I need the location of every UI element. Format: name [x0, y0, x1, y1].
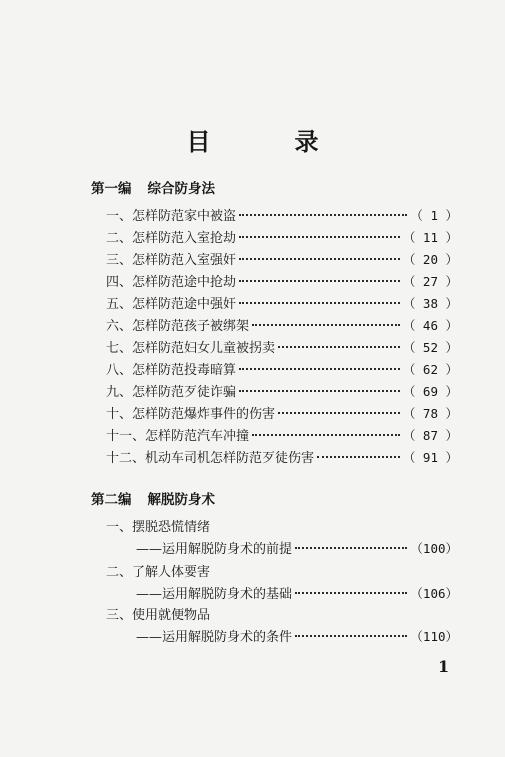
entry-page: （106） [410, 586, 458, 601]
toc-entry [106, 425, 458, 443]
leader-dots [278, 346, 400, 348]
leader-dots [239, 390, 400, 392]
leader-dots [295, 635, 407, 637]
entry-page: （ 69 ） [402, 384, 458, 399]
toc-entry [106, 381, 458, 399]
toc-entry [106, 271, 458, 289]
toc-entry [106, 337, 458, 355]
entry-page: （ 78 ） [402, 406, 458, 421]
page-number: 1 [438, 657, 450, 676]
toc-entry [106, 315, 458, 333]
leader-dots [252, 324, 400, 326]
entry-page: （ 38 ） [402, 296, 458, 311]
section-heading: 三、使用就便物品 [106, 608, 211, 623]
part2-heading [91, 488, 215, 508]
entry-title: 十、怎样防范爆炸事件的伤害 [106, 407, 276, 422]
page-title: 目 录 [186, 127, 349, 156]
part1-label: 第一编 [91, 181, 132, 197]
entry-page: （ 1 ） [410, 208, 458, 223]
entry-title: 四、怎样防范途中抢劫 [106, 275, 237, 290]
entry-title: 一、怎样防范家中被盗 [106, 209, 237, 224]
part2-name: 解脱防身术 [147, 492, 215, 508]
part2-label: 第二编 [91, 492, 132, 508]
toc-entry [106, 249, 458, 267]
entry-page: （ 91 ） [402, 450, 458, 465]
section-heading: 一、摆脱恐慌情绪 [106, 520, 211, 535]
leader-dots [239, 258, 400, 260]
entry-page: （ 11 ） [402, 230, 458, 245]
toc-entry [106, 205, 458, 223]
leader-dots [252, 434, 400, 436]
entry-title: 八、怎样防范投毒暗算 [106, 363, 237, 378]
entry-page: （110） [410, 629, 458, 644]
toc-subentry [136, 538, 458, 556]
leader-dots [295, 592, 407, 594]
leader-dots [239, 302, 400, 304]
entry-title: ——运用解脱防身术的前提 [136, 542, 293, 557]
part1-name: 综合防身法 [147, 181, 215, 197]
entry-title: 七、怎样防范妇女儿童被拐卖 [106, 341, 276, 356]
entry-title: 二、怎样防范入室抢劫 [106, 231, 237, 246]
toc-entry [106, 359, 458, 377]
entry-page: （ 87 ） [402, 428, 458, 443]
entry-page: （ 27 ） [402, 274, 458, 289]
entry-title: 九、怎样防范歹徒诈骗 [106, 385, 237, 400]
leader-dots [295, 547, 407, 549]
entry-title: 三、怎样防范入室强奸 [106, 253, 237, 268]
leader-dots [239, 236, 400, 238]
toc-subentry [136, 626, 458, 644]
toc-entry [106, 293, 458, 311]
leader-dots [317, 456, 400, 458]
toc-entry [106, 227, 458, 245]
leader-dots [239, 280, 400, 282]
entry-page: （ 52 ） [402, 340, 458, 355]
entry-page: （ 62 ） [402, 362, 458, 377]
leader-dots [239, 368, 400, 370]
entry-title: ——运用解脱防身术的基础 [136, 587, 293, 602]
entry-title: 六、怎样防范孩子被绑架 [106, 319, 250, 334]
toc-subentry [136, 583, 458, 601]
section-heading: 二、了解人体要害 [106, 565, 211, 580]
entry-page: （ 20 ） [402, 252, 458, 267]
entry-title: 五、怎样防范途中强奸 [106, 297, 237, 312]
entry-title: ——运用解脱防身术的条件 [136, 630, 293, 645]
toc-entry [106, 403, 458, 421]
part1-heading [91, 177, 215, 197]
entry-page: （100） [410, 541, 458, 556]
toc-entry [106, 447, 458, 465]
leader-dots [278, 412, 400, 414]
entry-page: （ 46 ） [402, 318, 458, 333]
entry-title: 十二、机动车司机怎样防范歹徒伤害 [106, 451, 315, 466]
entry-title: 十一、怎样防范汽车冲撞 [106, 429, 250, 444]
leader-dots [239, 214, 407, 216]
